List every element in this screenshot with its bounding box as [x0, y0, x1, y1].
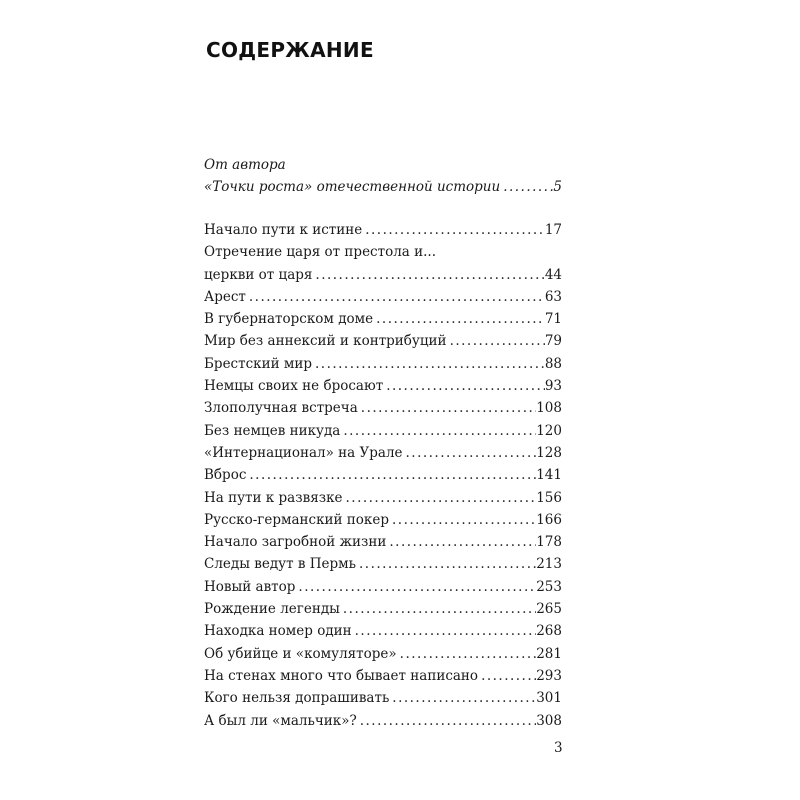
toc-list [204, 219, 562, 732]
dot-leader [356, 553, 536, 575]
toc-entry-title: Находка номер один [204, 623, 352, 640]
dot-leader [500, 176, 553, 198]
toc-entry-title: церкви от царя [204, 266, 313, 283]
toc-entry-page: 281 [536, 645, 562, 662]
toc-entry [204, 176, 562, 198]
dot-leader [389, 687, 536, 709]
toc-entry-page: 88 [544, 355, 562, 372]
toc-entry-title: На стенах много что бывает написано [204, 667, 479, 684]
toc-entry [204, 397, 562, 419]
dot-leader [357, 710, 537, 732]
toc-entry [204, 286, 562, 308]
dot-leader [312, 264, 544, 286]
page-title: СОДЕРЖАНИЕ [206, 38, 374, 62]
toc-entry [204, 643, 562, 665]
dot-leader [389, 509, 536, 531]
toc-entry [204, 710, 562, 732]
dot-leader [403, 442, 537, 464]
toc-entry-title: Следы ведут в Пермь [204, 556, 356, 573]
toc-entry-page: 128 [536, 444, 562, 461]
toc-entry-title: Новый автор [204, 578, 296, 595]
toc-entry [204, 375, 562, 397]
toc-entry-title: Злополучная встреча [204, 400, 358, 417]
dot-leader [343, 487, 537, 509]
toc-entry [204, 687, 562, 709]
toc-entry [204, 353, 562, 375]
dot-leader [362, 219, 545, 241]
toc-entry [204, 308, 562, 330]
toc-entry-page: 108 [536, 400, 562, 417]
toc-entry-page: 63 [544, 288, 562, 305]
toc-entry [204, 264, 562, 286]
toc-entry [204, 620, 562, 642]
toc-entry-title: От автора [204, 157, 286, 173]
toc-entry-title: Рождение легенды [204, 601, 340, 618]
toc-entry-title: Начало пути к истине [204, 222, 363, 238]
toc-entry-page: 141 [536, 467, 562, 484]
dot-leader [352, 620, 537, 642]
toc-entry [204, 531, 562, 553]
toc-entry [204, 442, 562, 464]
dot-leader [397, 643, 537, 665]
toc-entry [204, 576, 562, 598]
toc-entry-page: 156 [536, 489, 562, 506]
toc-entry [204, 464, 562, 486]
dot-leader [295, 576, 536, 598]
toc-entry [204, 665, 562, 687]
toc-entry-title: Немцы своих не бросают [204, 378, 384, 395]
toc-entry-page: 120 [536, 422, 562, 439]
dot-leader [373, 308, 545, 330]
toc-entry-page: 213 [536, 556, 562, 573]
dot-leader [340, 420, 536, 442]
toc-entry [204, 553, 562, 575]
toc-entry-page: 79 [544, 333, 562, 350]
dot-leader [246, 464, 536, 486]
toc-entry [204, 241, 562, 263]
dot-leader [340, 598, 536, 620]
toc-entry-title: «Точки роста» отечественной истории [204, 179, 501, 196]
toc-entry-page: 5 [553, 179, 562, 196]
dot-leader [246, 286, 545, 308]
toc-entry [204, 509, 562, 531]
toc-entry-page: 93 [544, 378, 562, 395]
dot-leader [312, 353, 545, 375]
toc-entry-title: Вброс [204, 467, 247, 484]
toc-entry-page: 166 [536, 511, 562, 528]
page-number: 3 [554, 740, 563, 756]
dot-leader [358, 397, 536, 419]
toc-entry-title: Об убийце и «комуляторе» [204, 645, 397, 662]
toc-entry [204, 330, 562, 352]
toc-entry [204, 154, 562, 176]
dot-leader [447, 330, 545, 352]
toc-entry-title: Русско-германский покер [204, 511, 390, 528]
toc-entry-page: 293 [536, 667, 562, 684]
toc-entry-page: 301 [536, 690, 562, 707]
toc-entry-title: Кого нельзя допрашивать [204, 690, 390, 707]
toc-entry-title: Отречение царя от престола и... [204, 244, 436, 261]
dot-leader [478, 665, 536, 687]
toc-entry-title: Брестский мир [204, 355, 313, 372]
toc-entry-title: Начало загробной жизни [204, 534, 387, 551]
toc-entry-page: 71 [544, 311, 562, 328]
toc-entry-page: 308 [536, 712, 562, 729]
toc-entry-page: 178 [536, 534, 562, 551]
toc-entry-page: 17 [544, 222, 562, 238]
toc-entry-title: Мир без аннексий и контрибуций [204, 333, 447, 350]
toc-entry-title: А был ли «мальчик»? [204, 712, 357, 729]
toc-entry-title: На пути к развязке [204, 489, 343, 506]
toc-entry-title: «Интернационал» на Урале [204, 444, 403, 461]
toc-entry-page: 268 [536, 623, 562, 640]
toc-entry [204, 219, 562, 241]
toc-entry [204, 420, 562, 442]
toc-entry-page: 44 [544, 266, 562, 283]
dot-leader [383, 375, 545, 397]
toc-entry-title: Без немцев никуда [204, 422, 341, 439]
toc-entry [204, 487, 562, 509]
toc-entry-page: 253 [536, 578, 562, 595]
toc-entry [204, 598, 562, 620]
toc-entry-page: 265 [536, 601, 562, 618]
dot-leader [386, 531, 536, 553]
toc-entry-title: В губернаторском доме [204, 311, 374, 328]
toc-entry-title: Арест [204, 288, 246, 305]
toc-intro-list [204, 154, 562, 199]
